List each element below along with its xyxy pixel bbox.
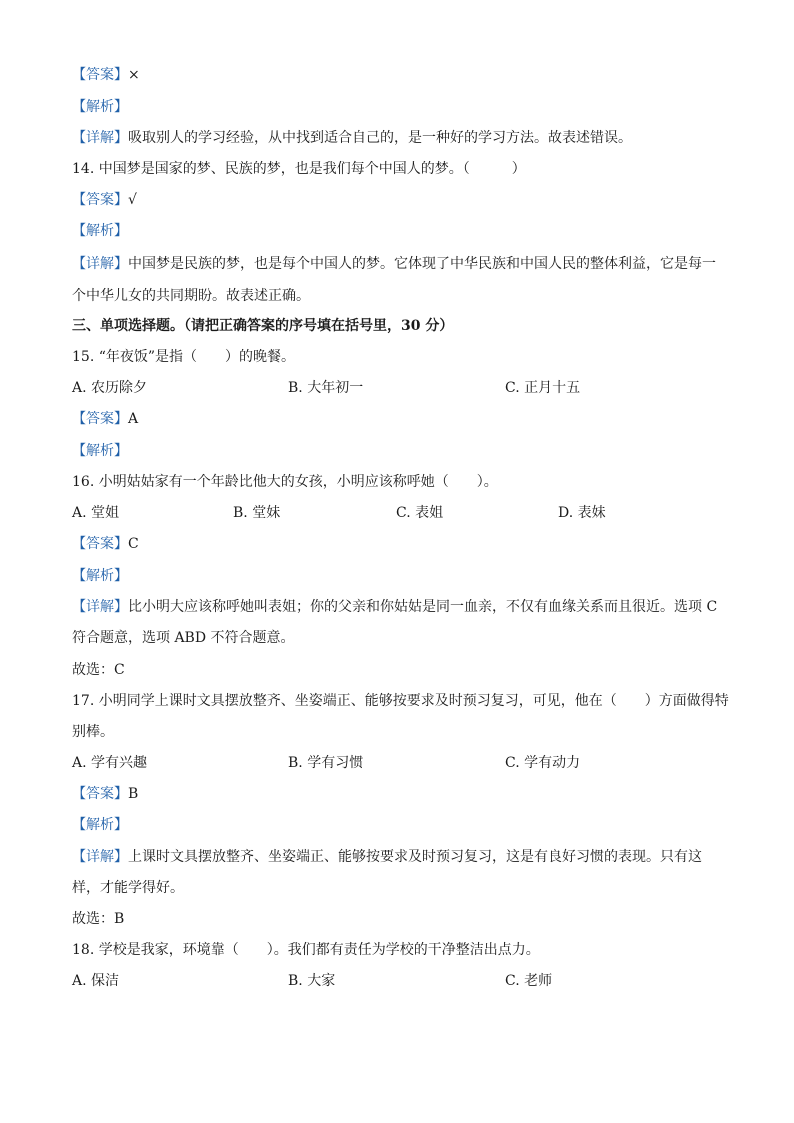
answer-line: [72, 784, 734, 804]
answer-value: C: [128, 536, 139, 552]
question-17: 17. 小明同学上课时文具摆放整齐、坐姿端正、能够按要求及时预习复习，可见，他在（ ）方面做得特: [72, 693, 729, 709]
detail-text: 中国梦是民族的梦，也是每个中国人的梦。它体现了中华民族和中国人民的整体利益，它是每一: [128, 256, 716, 272]
option-a: A. 堂姐: [72, 505, 120, 521]
answer-tag: 【答案】: [72, 67, 128, 83]
analysis-tag: 【解析】: [72, 223, 128, 239]
detail-line: [72, 128, 734, 148]
analysis-tag: 【解析】: [72, 568, 128, 584]
answer-value: √: [128, 192, 137, 208]
option-c: C. 表姐: [396, 505, 444, 521]
analysis-tag: 【解析】: [72, 443, 128, 459]
answer-tag: 【答案】: [72, 786, 128, 802]
answer-tag: 【答案】: [72, 411, 128, 427]
option-d: D. 表妹: [558, 505, 606, 521]
answer-tag: 【答案】: [72, 192, 128, 208]
section-heading: 三、单项选择题。（请把正确答案的序号填在括号里，30 分）: [72, 318, 454, 334]
analysis-line: [72, 97, 734, 117]
option-b: B. 大家: [288, 973, 336, 989]
detail-tag: 【详解】: [72, 256, 128, 272]
option-c: C. 学有动力: [505, 755, 581, 771]
detail-text-continued: 个中华儿女的共同期盼。故表述正确。: [72, 288, 310, 304]
option-a: A. 保洁: [72, 973, 120, 989]
detail-line: [72, 254, 734, 274]
detail-text-continued: 符合题意，选项 ABD 不符合题意。: [72, 630, 295, 646]
detail-text-continued: 样，才能学得好。: [72, 880, 184, 896]
choice-line: 故选：C: [72, 662, 125, 678]
detail-tag: 【详解】: [72, 599, 128, 615]
question-15: 15. “年夜饭”是指（ ）的晚餐。: [72, 349, 296, 365]
answer-line: [72, 409, 734, 429]
option-b: B. 大年初一: [288, 380, 364, 396]
detail-tag: 【详解】: [72, 130, 128, 146]
answer-line: [72, 534, 734, 554]
option-c: C. 正月十五: [505, 380, 581, 396]
option-a: A. 学有兴趣: [72, 755, 148, 771]
answer-line: [72, 190, 734, 210]
answer-value: B: [128, 786, 139, 802]
detail-text: 比小明大应该称呼她叫表姐；你的父亲和你姑姑是同一血亲，不仅有血缘关系而且很近。选项 C: [128, 599, 718, 615]
question-18: 18. 学校是我家，环境靠（ ）。我们都有责任为学校的干净整洁出点力。: [72, 942, 540, 958]
detail-text: 吸取别人的学习经验，从中找到适合自己的，是一种好的学习方法。故表述错误。: [128, 130, 632, 146]
option-b: B. 堂妹: [233, 505, 281, 521]
analysis-line: [72, 566, 734, 586]
analysis-line: [72, 441, 734, 461]
choice-line: 故选：B: [72, 911, 125, 927]
answer-value: ×: [128, 67, 140, 83]
analysis-line: [72, 815, 734, 835]
answer-line: [72, 65, 734, 85]
answer-value: A: [128, 411, 139, 427]
detail-text: 上课时文具摆放整齐、坐姿端正、能够按要求及时预习复习，这是有良好习惯的表现。只有这: [128, 849, 702, 865]
option-b: B. 学有习惯: [288, 755, 364, 771]
analysis-line: [72, 221, 734, 241]
option-a: A. 农历除夕: [72, 380, 148, 396]
detail-line: [72, 597, 734, 617]
question-16: 16. 小明姑姑家有一个年龄比他大的女孩，小明应该称呼她（ ）。: [72, 474, 498, 490]
detail-tag: 【详解】: [72, 849, 128, 865]
analysis-tag: 【解析】: [72, 99, 128, 115]
answer-tag: 【答案】: [72, 536, 128, 552]
question-17-continued: 别棒。: [72, 724, 114, 740]
analysis-tag: 【解析】: [72, 817, 128, 833]
detail-line: [72, 847, 734, 867]
question-14: 14. 中国梦是国家的梦、民族的梦，也是我们每个中国人的梦。（ ）: [72, 161, 526, 177]
option-c: C. 老师: [505, 973, 553, 989]
